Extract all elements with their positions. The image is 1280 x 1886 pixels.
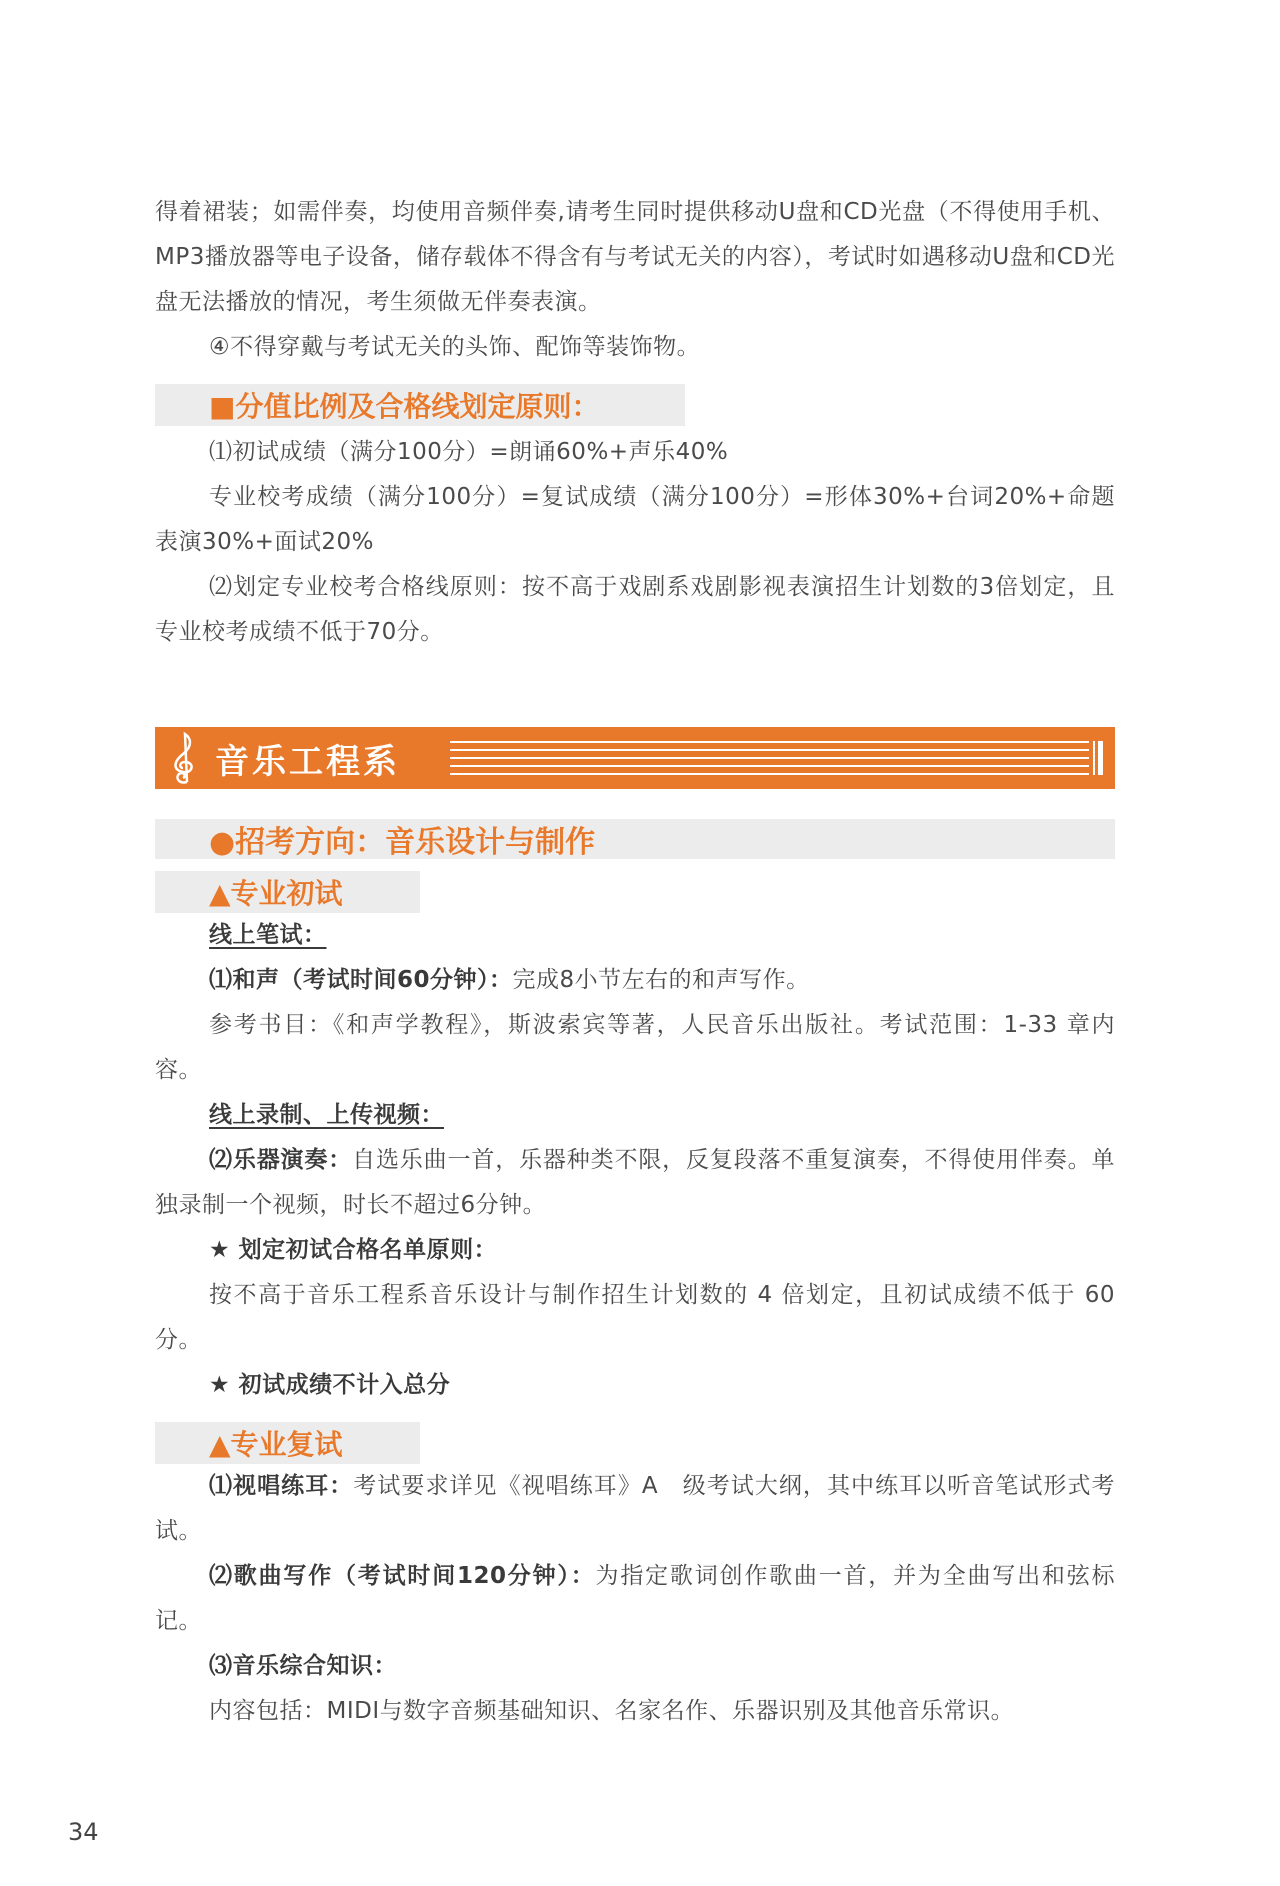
retest-item-1 bbox=[155, 1464, 1115, 1554]
prelim-rule: 按不高于音乐工程系音乐设计与制作招生计划数的 4 倍划定，且初试成绩不低于 60 分。 bbox=[155, 1282, 1115, 1353]
solfege-label: ⑴视唱练耳： bbox=[209, 1473, 354, 1499]
song-writing-text: 为指定歌词创作歌曲一首，并为全曲写出和弦标记。 bbox=[155, 1563, 1116, 1634]
score-line-3: ⑵划定专业校考合格线原则：按不高于戏剧系戏剧影视表演招生计划数的3倍划定，且专业校考成绩不低于70分。 bbox=[155, 574, 1115, 645]
instrument-label: ⑵乐器演奏： bbox=[209, 1147, 353, 1173]
department-banner bbox=[155, 727, 1115, 789]
score-line-2: 专业校考成绩（满分100分）=复试成绩（满分100分）=形体30%+台词20%+命题表演30%+面试20% bbox=[155, 484, 1115, 555]
retest-item-2 bbox=[155, 1554, 1115, 1644]
harmony-item bbox=[155, 958, 1115, 1003]
general-knowledge-text: 内容包括：MIDI与数字音频基础知识、名家名作、乐器识别及其他音乐常识。 bbox=[209, 1698, 1015, 1724]
paragraph-costume: 得着裙装；如需伴奏，均使用音频伴奏,请考生同时提供移动U盘和CD光盘（不得使用手机、MP3播放器等电子设备，储存载体不得含有与考试无关的内容），考试时如遇移动U盘和CD光盘无法播放的情况，考生须做无伴奏表演。 bbox=[155, 199, 1115, 315]
direction-heading: ●招考方向：音乐设计与制作 bbox=[155, 819, 1115, 859]
solfege-text: 考试要求详见《视唱练耳》A 级考试大纲，其中练耳以听音笔试形式考试。 bbox=[155, 1473, 1116, 1544]
music-staff-decoration bbox=[450, 741, 1103, 775]
star-not-counted: ★ 初试成绩不计入总分 bbox=[209, 1372, 451, 1398]
online-written-label: 线上笔试： bbox=[209, 922, 327, 948]
instrument-item bbox=[155, 1138, 1115, 1228]
content bbox=[155, 190, 1115, 1734]
reference-books: 参考书目：《和声学教程》，斯波索宾等著，人民音乐出版社。考试范围：1-33 章内容。 bbox=[155, 1012, 1115, 1083]
harmony-label: ⑴和声（考试时间60分钟）： bbox=[209, 967, 513, 993]
section-heading-score: ■分值比例及合格线划定原则： bbox=[155, 384, 685, 426]
general-knowledge-label: ⑶音乐综合知识： bbox=[209, 1653, 397, 1679]
song-writing-label: ⑵歌曲写作（考试时间120分钟）： bbox=[209, 1563, 596, 1589]
retest-heading: ▲专业复试 bbox=[155, 1422, 420, 1464]
page-number: 34 bbox=[68, 1818, 99, 1846]
star-rule-heading: ★ 划定初试合格名单原则： bbox=[209, 1237, 498, 1263]
paragraph-accessories: ④不得穿戴与考试无关的头饰、配饰等装饰物。 bbox=[209, 334, 701, 360]
department-title: 音乐工程系 bbox=[215, 741, 400, 782]
online-video-label: 线上录制、上传视频： bbox=[209, 1102, 444, 1128]
score-line-1: ⑴初试成绩（满分100分）=朗诵60%+声乐40% bbox=[209, 439, 729, 465]
treble-clef-icon bbox=[155, 727, 215, 789]
prelim-heading: ▲专业初试 bbox=[155, 871, 420, 913]
harmony-text: 完成8小节左右的和声写作。 bbox=[512, 967, 810, 993]
instrument-text: 自选乐曲一首，乐器种类不限，反复段落不重复演奏，不得使用伴奏。单独录制一个视频，时长不超过6分钟。 bbox=[155, 1147, 1116, 1218]
